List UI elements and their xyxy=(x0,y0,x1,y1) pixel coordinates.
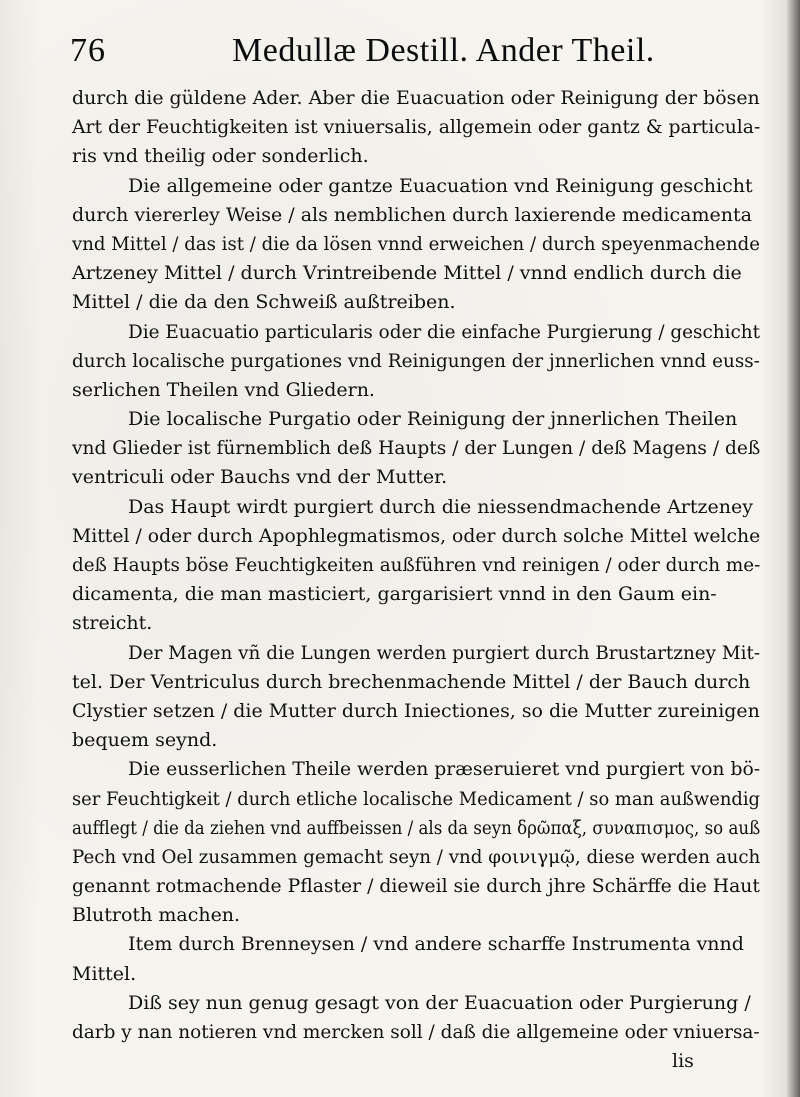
text-line: Mittel. xyxy=(72,962,137,985)
text-line: deß Haupts böse Feuchtigkeiten außführen vnd reinigen / oder durch me- xyxy=(72,554,761,576)
paragraph-start-line: Item durch Brenneysen / vnd andere scharffe Instrumenta vnnd xyxy=(128,933,744,956)
page-edge-shadow xyxy=(786,0,800,1097)
text-line: ser Feuchtigkeit / durch etliche localische Medicament / so man außwendig xyxy=(72,787,760,810)
page-number: 76 xyxy=(70,32,106,69)
text-line: vnd Mittel / das ist / die da lösen vnnd erweichen / durch speyenmachende xyxy=(72,232,760,255)
text-line: Artzeney Mittel / durch Vrintreibende Mittel / vnnd endlich durch die xyxy=(72,262,742,285)
body-text xyxy=(72,84,762,1076)
text-line: dicamenta, die man masticiert, gargarisiert vnnd in den Gaum ein- xyxy=(72,583,717,606)
text-line: genannt rotmachende Pflaster / dieweil sie durch jhre Schärffe die Haut xyxy=(72,875,760,898)
text-line: Art der Feuchtigkeiten ist vniuersalis, allgemein oder gantz & particula- xyxy=(72,116,761,139)
paragraph-start-line: Die allgemeine oder gantze Euacuation vnd Reinigung geschicht xyxy=(128,174,753,197)
text-line: durch viererley Weise / als nemblichen durch laxierende medicamenta xyxy=(72,203,752,226)
paragraph-start-line: Der Magen vñ die Lungen werden purgiert durch Brustartzney Mit- xyxy=(128,641,761,664)
running-head xyxy=(60,18,760,78)
text-line: ventriculi oder Bauchs vnd der Mutter. xyxy=(72,466,448,489)
paragraph-start-line: Das Haupt wirdt purgiert durch die niessendmachende Artzeney xyxy=(128,495,753,518)
text-line: darb y nan notieren vnd mercken soll / daß die allgemeine oder vniuersa- xyxy=(72,1021,760,1043)
paragraph-start-line: Die eusserlichen Theile werden præseruieret vnd purgiert von bö- xyxy=(128,758,761,781)
text-line: lis xyxy=(672,1050,694,1073)
text-line: streicht. xyxy=(72,612,153,635)
paragraph-start-line: Diß sey nun genug gesagt von der Euacuation oder Purgierung / xyxy=(128,991,751,1014)
text-line: tel. Der Ventriculus durch brechenmachende Mittel / der Bauch durch xyxy=(72,670,751,693)
text-line: vnd Glieder ist fürnemblich deß Haupts / der Lungen / deß Magens / deß xyxy=(72,437,761,460)
paragraph-start-line: Die localische Purgatio oder Reinigung der jnnerlichen Theilen xyxy=(128,408,738,431)
paragraph-start-line: Die Euacuatio particularis oder die einfache Purgierung / geschicht xyxy=(128,320,761,343)
text-line: bequem seynd. xyxy=(72,729,218,752)
text-line: Clystier setzen / die Mutter durch Iniectiones, so die Mutter zureinigen xyxy=(72,699,760,722)
text-line: Mittel / die da den Schweiß außtreiben. xyxy=(72,291,456,314)
text-line: ris vnd theilig oder sonderlich. xyxy=(72,145,369,168)
running-title: Medullæ Destill. Ander Theil. xyxy=(232,32,655,69)
text-line: Blutroth machen. xyxy=(72,904,241,927)
text-line: aufflegt / die da ziehen vnd auffbeissen / als da seyn δρῶπαξ, συναπισμος, so auß xyxy=(72,816,761,839)
text-line: Mittel / oder durch Apophlegmatismos, oder durch solche Mittel welche xyxy=(72,524,761,547)
text-line: serlichen Theilen vnd Gliedern. xyxy=(72,378,375,401)
text-line: Pech vnd Oel zusammen gemacht seyn / vnd φοινιγμῷ, diese werden auch xyxy=(72,845,761,868)
text-line: durch localische purgationes vnd Reinigungen der jnnerlichen vnnd euss- xyxy=(72,349,760,372)
text-line: durch die güldene Ader. Aber die Euacuation oder Reinigung der bösen xyxy=(72,87,760,109)
